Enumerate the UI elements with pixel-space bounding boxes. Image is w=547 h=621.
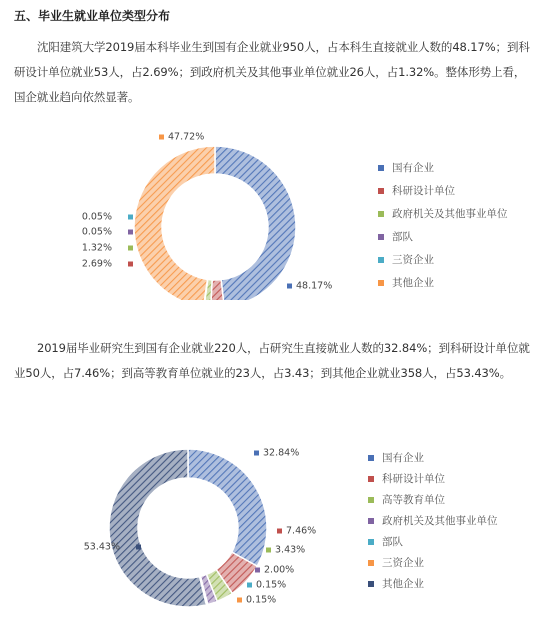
- undergraduate-paragraph: 沈阳建筑大学2019届本科毕业生到国有企业就业950人，占本科生直接就业人数的48.17%；到科研设计单位就业53人，占2.69%；到政府机关及其他事业单位就业26人，占1.32%。整体形势上看，国企就业趋向依然显著。: [14, 40, 530, 104]
- slice-percent-label: 3.43%: [275, 544, 306, 556]
- legend-label: 高等教育单位: [382, 494, 445, 506]
- legend-swatch: [378, 188, 384, 194]
- legend-swatch: [368, 581, 374, 587]
- legend-label: 三资企业: [382, 557, 424, 569]
- slice-label-marker: [128, 215, 133, 220]
- slice-label-marker: [255, 568, 260, 573]
- slice-percent-label: 53.43%: [83, 541, 120, 553]
- slice-percent-label: 7.46%: [286, 525, 317, 537]
- legend-swatch: [378, 280, 384, 286]
- section-heading: 五、毕业生就业单位类型分布: [14, 9, 171, 23]
- legend-swatch: [368, 476, 374, 482]
- legend-swatch: [368, 560, 374, 566]
- graduate-donut-chart: [0, 420, 547, 615]
- slice-label-marker: [128, 262, 133, 267]
- slice-percent-label: 0.15%: [256, 579, 287, 591]
- legend-label: 其他企业: [392, 277, 434, 289]
- legend-label: 部队: [382, 536, 403, 548]
- slice-label-marker: [136, 545, 141, 550]
- legend-label: 三资企业: [392, 254, 434, 266]
- slice-label-marker: [237, 598, 242, 603]
- legend-label: 其他企业: [382, 578, 424, 590]
- donut-slice: [134, 146, 215, 300]
- legend-swatch: [368, 539, 374, 545]
- slice-percent-label: 47.72%: [168, 131, 205, 143]
- legend-swatch: [368, 497, 374, 503]
- legend-label: 政府机关及其他事业单位: [392, 208, 508, 220]
- legend-swatch: [368, 518, 374, 524]
- slice-percent-label: 2.00%: [264, 564, 295, 576]
- slice-label-marker: [254, 451, 259, 456]
- slice-percent-label: 0.05%: [81, 211, 112, 223]
- legend-label: 科研设计单位: [392, 185, 455, 197]
- slice-percent-label: 32.84%: [263, 447, 300, 459]
- legend-swatch: [378, 234, 384, 240]
- legend-swatch: [378, 257, 384, 263]
- undergraduate-donut-chart: [0, 120, 547, 300]
- slice-label-marker: [266, 548, 271, 553]
- slice-label-marker: [247, 583, 252, 588]
- legend-swatch: [378, 211, 384, 217]
- slice-percent-label: 1.32%: [81, 242, 112, 254]
- legend-label: 部队: [392, 231, 413, 243]
- slice-percent-label: 48.17%: [296, 280, 333, 292]
- slice-label-marker: [277, 529, 282, 534]
- legend-swatch: [378, 165, 384, 171]
- slice-percent-label: 2.69%: [81, 258, 112, 270]
- donut-slice: [215, 146, 296, 300]
- graduate-paragraph: 2019届毕业研究生到国有企业就业220人，占研究生直接就业人数的32.84%；到科研设计单位就业50人，占7.46%；到高等教育单位就业的23人，占3.43；到其他企业就业358人，占53.43%。: [14, 341, 530, 380]
- legend-label: 科研设计单位: [382, 473, 445, 485]
- legend-label: 国有企业: [392, 162, 434, 174]
- slice-label-marker: [159, 135, 164, 140]
- donut-slice: [188, 449, 267, 566]
- slice-percent-label: 0.05%: [81, 226, 112, 238]
- legend-label: 政府机关及其他事业单位: [382, 515, 498, 527]
- legend-label: 国有企业: [382, 452, 424, 464]
- legend-swatch: [368, 455, 374, 461]
- slice-label-marker: [287, 284, 292, 289]
- slice-label-marker: [128, 246, 133, 251]
- slice-label-marker: [128, 230, 133, 235]
- slice-percent-label: 0.15%: [246, 594, 277, 606]
